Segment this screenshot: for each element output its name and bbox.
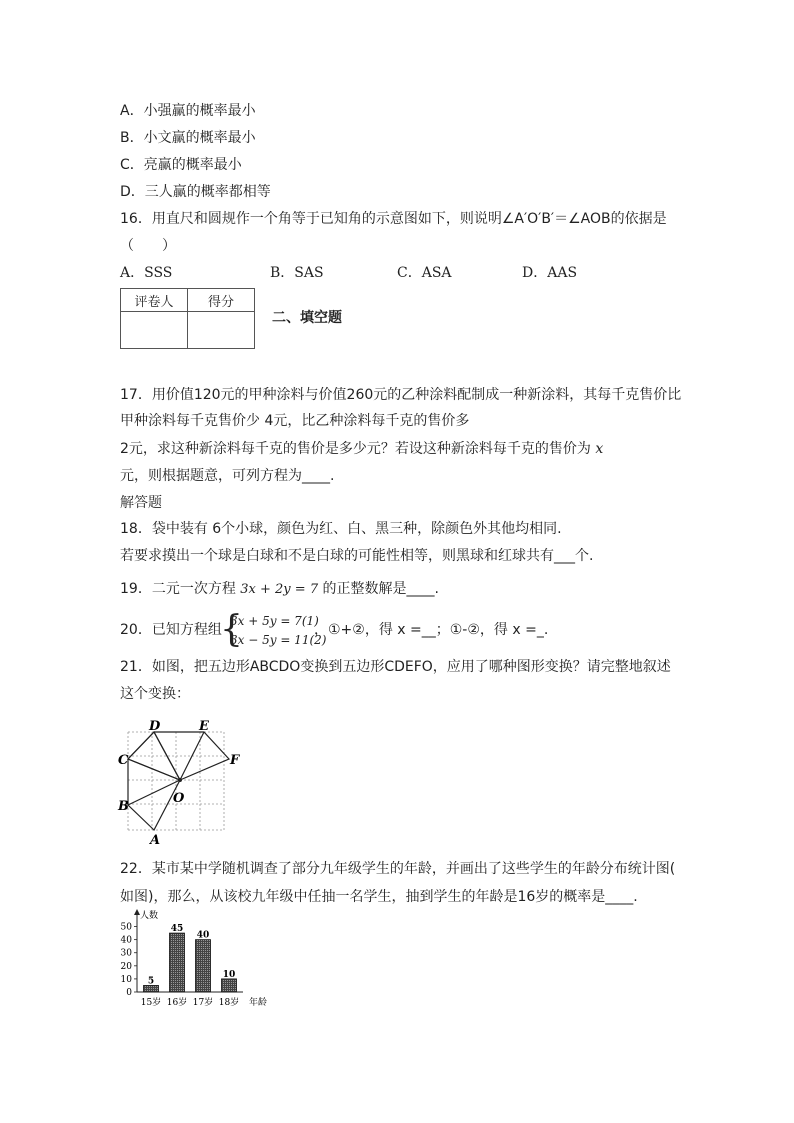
x-tick-label: 16岁 — [166, 998, 188, 1008]
answer-section-label: 解答题 — [120, 495, 162, 511]
score-table-cell-score[interactable] — [188, 312, 255, 349]
label-f: F — [230, 753, 240, 768]
y-tick-label: 20 — [120, 961, 132, 972]
score-table — [120, 288, 255, 349]
q22-line2: 如图)，那么，从该校九年级中任抽一名学生，抽到学生的年龄是16岁的概率是____. — [120, 889, 638, 905]
q17-line1: 17．用价值120元的甲种涂料与价值260元的乙种涂料配制成一种新涂料，其每千克售价比 — [120, 387, 682, 403]
q18-line2: 若要求摸出一个球是白球和不是白球的可能性相等，则黑球和红球共有___个. — [120, 548, 594, 564]
q19-post: 的正整数解是____. — [322, 581, 439, 597]
q16-paren: （ ） — [120, 238, 176, 254]
y-tick-label: 30 — [120, 948, 132, 959]
x-tick-label: 17岁 — [192, 998, 214, 1008]
score-table-header-score: 得分 — [188, 289, 255, 312]
pentagon-figure — [115, 714, 255, 849]
q20-post: ，①+②，得 x =__；①-②，得 x =_. — [314, 622, 549, 638]
label-c: C — [118, 753, 129, 768]
q17-line3-text: 2元，求这种新涂料每千克的售价是多少元？若设这种新涂料每千克的售价为 — [120, 441, 591, 457]
q16-option-b: B．SAS — [270, 265, 324, 281]
q20-equation-2: 3x − 5y = 11(2) — [230, 633, 327, 647]
q22-line1: 22．某市某中学随机调查了部分九年级学生的年龄，并画出了这些学生的年龄分布统计图( — [120, 861, 676, 877]
label-b: B — [118, 799, 129, 814]
bar — [170, 933, 185, 992]
q15-option-a: A．小强赢的概率最小 — [120, 103, 256, 119]
label-e: E — [199, 719, 209, 734]
q18-line1: 18．袋中装有 6个小球，颜色为红、白、黑三种，除颜色外其他均相同. — [120, 521, 562, 537]
q17-line3 — [120, 440, 603, 458]
q21-line2: 这个变换： — [120, 686, 190, 702]
q20-brace: { — [220, 609, 243, 650]
bar — [196, 940, 211, 992]
label-d: D — [149, 719, 161, 734]
q16-option-c: C．ASA — [397, 265, 452, 281]
q19-pre: 19．二元一次方程 — [120, 581, 236, 597]
x-tick-label: 18岁 — [218, 998, 240, 1008]
y-tick-label: 40 — [120, 935, 132, 946]
q16-option-a: A．SSS — [120, 265, 173, 281]
label-a: A — [150, 833, 161, 848]
q20-pre: 20．已知方程组 — [120, 622, 222, 638]
q15-option-d: D．三人赢的概率都相等 — [120, 184, 271, 200]
x-tick-label: 15岁 — [140, 998, 162, 1008]
bar-value-label: 45 — [170, 924, 184, 935]
q19 — [120, 580, 439, 599]
y-tick-label: 0 — [126, 988, 132, 998]
y-tick-label: 10 — [120, 974, 132, 985]
q21-line1: 21．如图，把五边形ABCDO变换到五边形CDEFO，应用了哪种图形变换？请完整地叙述 — [120, 659, 671, 675]
q19-equation: 3x + 2y = 7 — [240, 582, 319, 597]
q16-stem: 16．用直尺和圆规作一个角等于已知角的示意图如下，则说明∠A′O′B′＝∠AOB的依据是 — [120, 211, 667, 227]
x-axis-label: 年龄 — [249, 998, 268, 1008]
q17-line2: 甲种涂料每千克售价少 4元，比乙种涂料每千克的售价多 — [120, 413, 470, 429]
y-tick-label: 50 — [120, 922, 132, 933]
label-o: O — [173, 791, 185, 806]
q16-option-d: D．AAS — [522, 265, 578, 281]
score-table-cell-grader[interactable] — [121, 312, 188, 349]
q20-equation-1: 3x + 5y = 7(1) — [230, 614, 319, 628]
score-table-header-grader: 评卷人 — [121, 289, 188, 312]
q17-variable: x — [595, 441, 604, 457]
section-title: 二、填空题 — [272, 310, 342, 326]
bar-value-label: 10 — [222, 969, 236, 980]
q15-option-c: C．亮赢的概率最小 — [120, 157, 242, 173]
bar — [222, 979, 237, 992]
age-distribution-chart — [115, 906, 285, 1010]
bar-value-label: 40 — [196, 930, 210, 941]
q17-line4: 元，则根据题意，可列方程为____. — [120, 468, 335, 484]
y-axis-label: 人数 — [140, 911, 159, 921]
bar-value-label: 5 — [147, 976, 155, 987]
q15-option-b: B．小文赢的概率最小 — [120, 130, 256, 146]
